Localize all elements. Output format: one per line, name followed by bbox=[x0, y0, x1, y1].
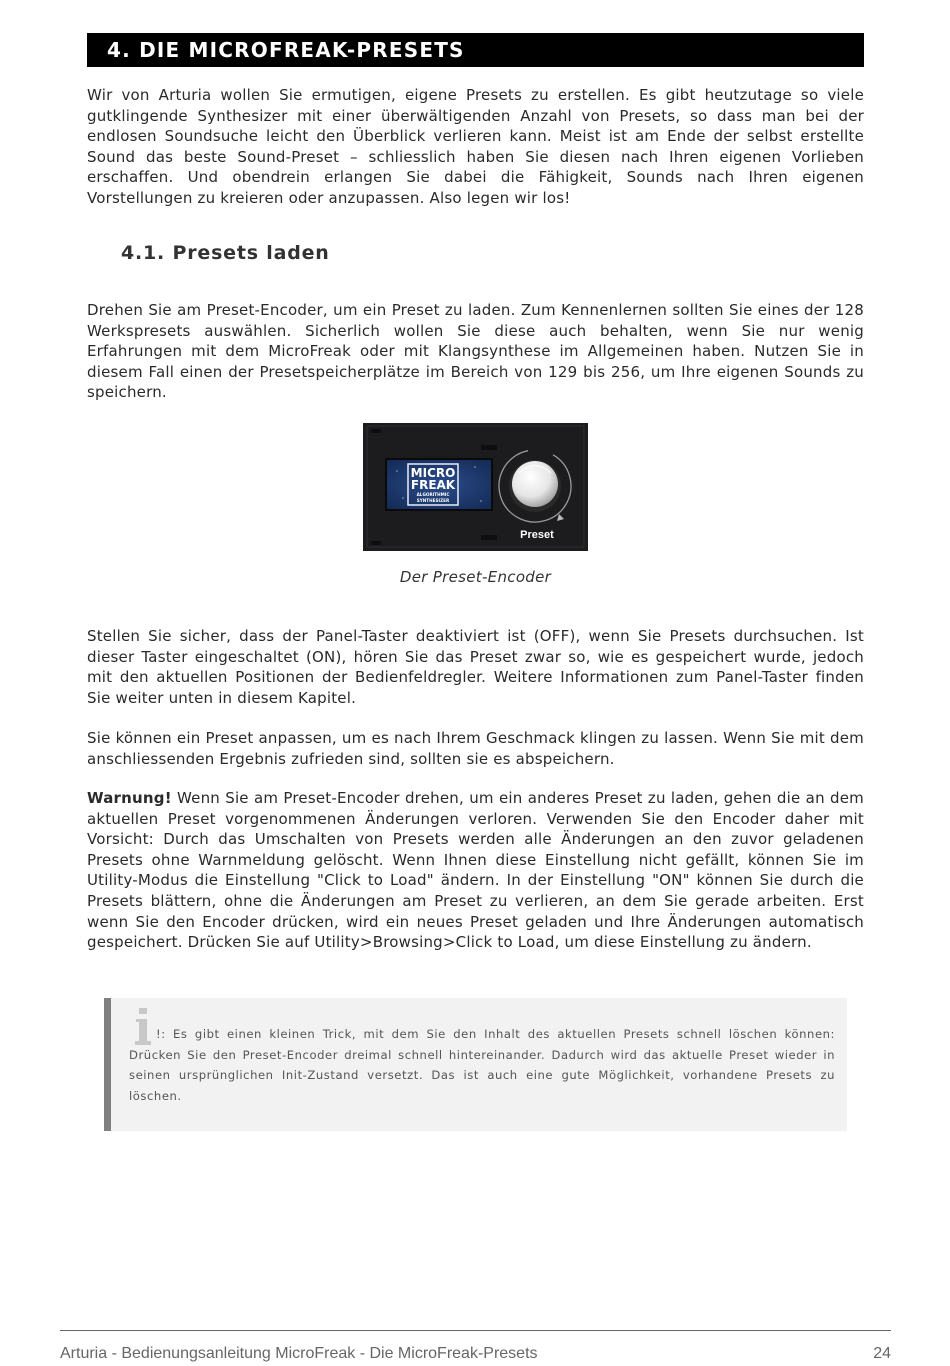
footer-divider bbox=[60, 1330, 891, 1331]
screen-logo-line-2: FREAK bbox=[410, 478, 456, 492]
encoder-label: Preset bbox=[520, 529, 554, 541]
intro-paragraph: Wir von Arturia wollen Sie ermutigen, eigene Presets zu erstellen. Es gibt heutzutage so viele gutklingende Synthesizer mit einer überwältigenden Anzahl von Presets, so dass man bei der endlosen Soundsuche leicht den Überblick verlieren kann. Meist ist am Ende der selbst erstellte Sound das beste Sound-Preset – schliesslich haben Sie diesen nach Ihren eigenen Vorlieben erschaffen. Und obendrein erlangen Sie dabei die Fähigkeit, Sounds nach Ihren eigenen Vorstellungen zu kreieren oder anzupassen. Also legen wir los! bbox=[87, 86, 864, 207]
footer-title: Arturia - Bedienungsanleitung MicroFreak - Die MicroFreak-Presets bbox=[60, 1345, 538, 1362]
section-paragraph-3: Sie können ein Preset anpassen, um es nach Ihrem Geschmack klingen zu lassen. Wenn Sie mit dem anschliessenden Ergebnis zufrieden sind, sollten sie es abspeichern. bbox=[87, 729, 864, 768]
warning-label: Warnung! bbox=[87, 789, 172, 807]
section-title: 4.1. Presets laden bbox=[121, 242, 330, 264]
section-paragraph-1: Drehen Sie am Preset-Encoder, um ein Preset zu laden. Zum Kennenlernen sollten Sie eines der 128 Werkspresets auswählen. Sicherlich wollen Sie diese auch behalten, wenn Sie nur wenig Erfahrungen mit dem MicroFreak oder mit Klangsynthese im Allgemeinen haben. Nutzen Sie in diesem Fall einen der Presetspeicherplätze im Bereich von 129 bis 256, um Ihre eigenen Sounds zu speichern. bbox=[87, 301, 864, 402]
figure-caption: Der Preset-Encoder bbox=[399, 568, 552, 586]
warning-paragraph bbox=[87, 788, 864, 953]
screen-logo-line-3: ALGORITHMIC bbox=[416, 492, 450, 497]
preset-encoder-figure bbox=[363, 423, 588, 551]
page-number: 24 bbox=[873, 1345, 891, 1362]
chapter-title-bar bbox=[87, 33, 864, 67]
warning-text: Wenn Sie am Preset-Encoder drehen, um ein anderes Preset zu laden, gehen die an dem aktuellen Preset vorgenommenen Änderungen verloren. Verwenden Sie den Encoder daher mit Vorsicht: Durch das Umschalten von Presets werden alle Änderungen an den zuvor geladenen Presets ohne Warnmeldung gelöscht. Wenn Ihnen diese Einstellung nicht gefällt, können Sie im Utility-Modus die Einstellung "Click to Load" ändern. In der Einstellung "ON" können Sie durch die Presets blättern, ohne die Änderungen am Preset zu verlieren, an dem Sie gerade arbeiten. Erst wenn Sie den Encoder drücken, wird ein neues Preset geladen und Ihre Änderungen automatisch gespeichert. Drücken Sie auf Utility>Browsing>Click to Load, um diese Einstellung zu ändern. bbox=[87, 789, 864, 952]
chapter-title: 4. DIE MICROFREAK-PRESETS bbox=[107, 38, 465, 62]
preset-encoder-image bbox=[363, 423, 588, 551]
tip-note-text: !: Es gibt einen kleinen Trick, mit dem Sie den Inhalt des aktuellen Presets schnell löschen können: Drücken Sie den Preset-Encoder dreimal schnell hintereinander. Dadurch wird das aktuelle Preset wieder in seinen ursprünglichen Init-Zustand versetzt. Das ist auch eine gute Möglichkeit, vorhandene Presets zu löschen. bbox=[129, 1027, 835, 1103]
encoder-knob[interactable] bbox=[512, 461, 558, 507]
tip-note-box bbox=[104, 998, 847, 1131]
section-paragraph-2: Stellen Sie sicher, dass der Panel-Taster deaktiviert ist (OFF), wenn Sie Presets durchsuchen. Ist dieser Taster eingeschaltet (ON), hören Sie das Preset zwar so, wie es gespeichert wurde, jedoch mit den aktuellen Positionen der Bedienfeldregler. Weitere Informationen zum Panel-Taster finden Sie weiter unten in diesem Kapitel. bbox=[87, 627, 864, 707]
screen-logo-line-1: MICRO bbox=[410, 466, 456, 480]
screen-logo-line-4: SYNTHESIZER bbox=[416, 498, 450, 503]
